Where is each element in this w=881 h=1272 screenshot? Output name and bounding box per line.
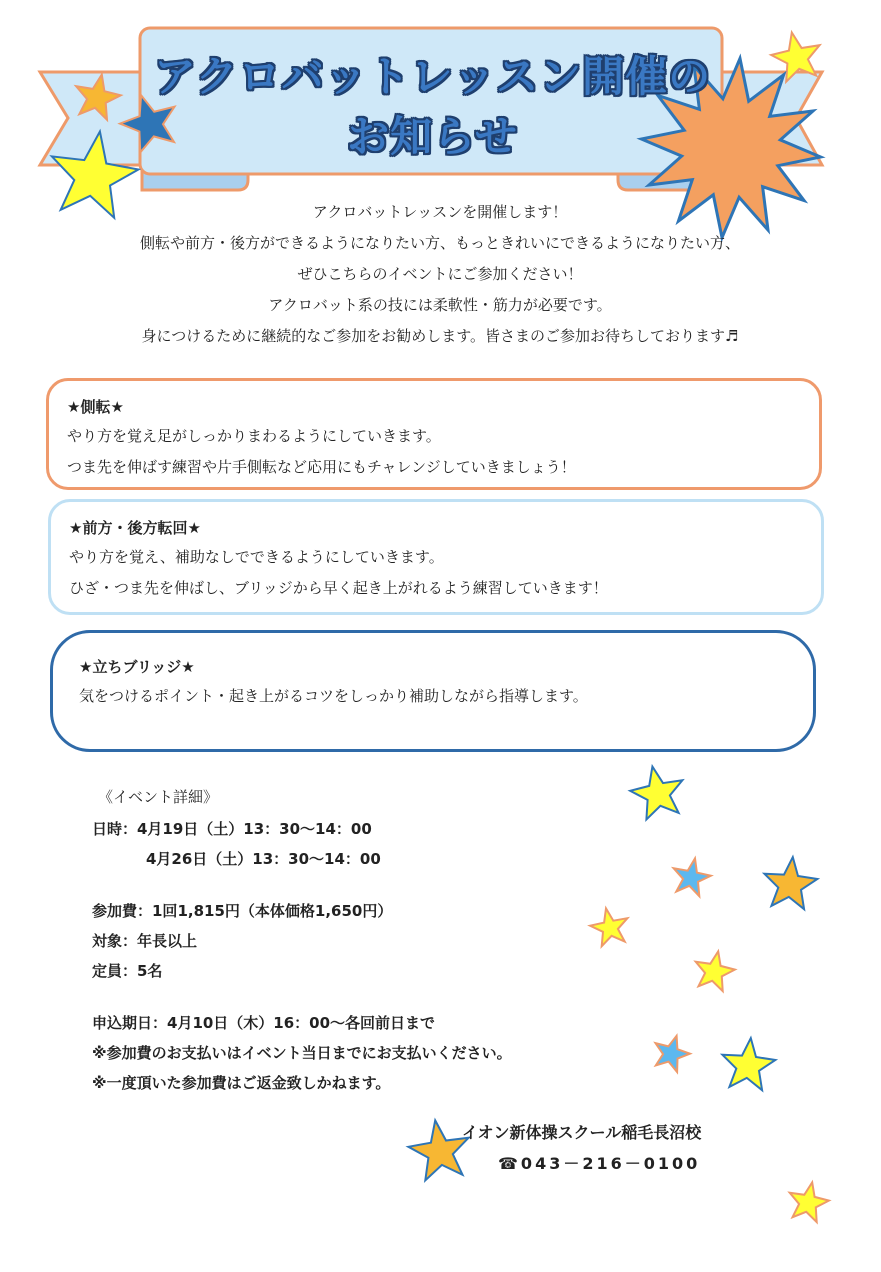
section-heading: ★側転★ (67, 398, 124, 416)
details-note: ※一度頂いた参加費はご返金致しかねます。 (92, 1074, 391, 1092)
details-target: 対象：年長以上 (92, 932, 198, 950)
intro-line: ぜひこちらのイベントにご参加ください！ (297, 265, 583, 283)
star-icon (656, 1036, 691, 1072)
details-fee: 参加費：1回1,815円（本体価格1,650円） (92, 902, 393, 920)
details-note: ※参加費のお支払いはイベント当日までにお支払いください。 (92, 1044, 512, 1062)
phone-number: ☎043－216－0100 (498, 1154, 701, 1173)
section-box-standing-bridge (50, 630, 816, 752)
star-icon (764, 857, 817, 909)
section-box-cartwheel (46, 378, 822, 490)
intro-text (40, 197, 840, 352)
section-line: やり方を覚え足がしっかりまわるようにしていきます。 (67, 427, 441, 445)
star-icon (674, 858, 711, 896)
section-heading: ★立ちブリッジ★ (79, 658, 195, 676)
intro-line: 身につけるために継続的なご参加をお勧めします。皆さまのご参加お待ちしております♬ (141, 327, 739, 345)
section-heading: ★前方・後方転回★ (69, 519, 201, 537)
page-title-line2: お知らせ (347, 112, 518, 161)
star-icon (630, 767, 682, 820)
star-icon (590, 908, 627, 946)
star-icon (722, 1038, 775, 1090)
details-capacity: 定員：5名 (92, 962, 163, 980)
details-heading: 《イベント詳細》 (98, 788, 219, 806)
section-box-walkover (48, 499, 824, 615)
intro-line: アクロバットレッスンを開催します！ (312, 203, 568, 221)
section-line: つま先を伸ばす練習や片手側転など応用にもチャレンジしていきましょう！ (67, 458, 576, 476)
details-date: 日時：4月19日（土）13：30～14：00 (92, 820, 372, 838)
details-deadline: 申込期日：4月10日（木）16：00～各回前日まで (92, 1014, 436, 1032)
details-date: 4月26日（土）13：30～14：00 (146, 850, 381, 868)
intro-line: 側転や前方・後方ができるようになりたい方、もっときれいにできるようになりたい方、 (139, 234, 740, 252)
star-icon (790, 1182, 829, 1222)
section-line: ひざ・つま先を伸ばし、ブリッジから早く起き上がれるよう練習していきます！ (69, 579, 608, 597)
section-line: やり方を覚え、補助なしでできるようにしていきます。 (69, 548, 444, 566)
school-name: イオン新体操スクール稲毛長沼校 (462, 1123, 702, 1142)
section-line: 気をつけるポイント・起き上がるコツをしっかり補助しながら指導します。 (79, 687, 588, 705)
star-icon (696, 951, 735, 991)
star-icon (408, 1120, 468, 1180)
page-title-line1: アクロバットレッスン開催の (153, 52, 712, 101)
intro-line: アクロバット系の技には柔軟性・筋力が必要です。 (268, 296, 612, 314)
